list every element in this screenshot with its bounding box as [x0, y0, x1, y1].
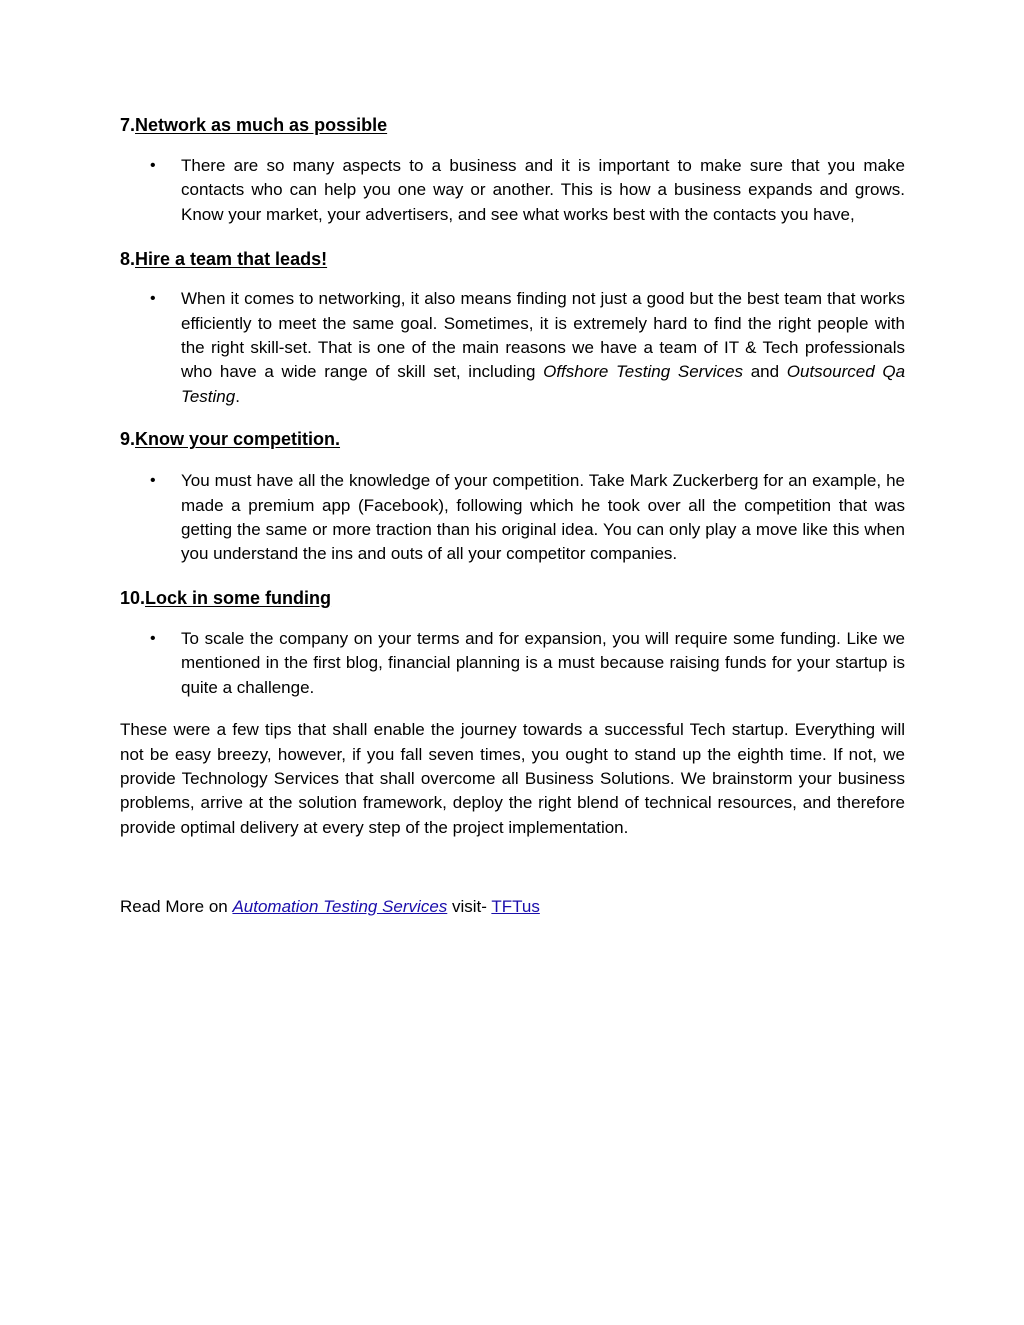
bullet-list	[120, 154, 905, 227]
bullet-text: To scale the company on your terms and for expansion, you will require some funding. Like we mentioned in the first blog, financial planning is a must because raising funds for your startup is quite a challenge.	[181, 628, 905, 697]
section-heading-8	[120, 246, 905, 272]
section-number: 10.	[120, 587, 146, 608]
section-heading-10	[120, 585, 905, 611]
tftus-link[interactable]: TFTus	[491, 897, 540, 917]
section-title: Lock in some funding	[145, 587, 332, 608]
section-title: Network as much as possible	[135, 115, 388, 135]
section-number: 8.	[120, 249, 136, 270]
read-more-line	[120, 895, 905, 919]
list-item	[120, 154, 905, 227]
bullet-text: .	[235, 386, 240, 406]
italic-term: Offshore Testing Services	[543, 362, 744, 382]
section-title: Know your competition.	[135, 429, 341, 450]
list-item	[120, 469, 905, 567]
bullet-text: When it comes to networking, it also means finding not just a good but the best team that works efficiently to meet the same goal. Sometimes, it is extremely hard to find the right people with the right skill-set. That is one of the main reasons we have a team of IT & Tech professionals who have a wide range of skill set, including	[181, 289, 905, 382]
italic-term: Outsourced Qa Testing	[181, 362, 906, 406]
bullet-icon: •	[150, 472, 156, 490]
automation-testing-services-link[interactable]: Automation Testing Services	[232, 897, 448, 917]
bullet-icon: •	[150, 157, 156, 174]
read-more-middle: visit-	[447, 897, 492, 917]
list-item	[120, 627, 905, 700]
section-heading-7	[120, 112, 905, 138]
closing-paragraph: These were a few tips that shall enable the journey towards a successful Tech startup. Everything will not be easy breezy, however, if you fall seven times, you ought to stand up the eighth time. If not, we provide Technology Services that shall overcome all Business Solutions. We brainstorm your business problems, arrive at the solution framework, deploy the right blend of technical resources, and therefore provide optimal delivery at every step of the project implementation.	[120, 720, 905, 837]
list-item	[120, 287, 905, 409]
document-page	[120, 112, 905, 920]
bullet-text: There are so many aspects to a business and it is important to make sure that you make contacts who can help you one way or another. This is how a business expands and grows. Know your market, your advertisers, and see what works best with the contacts you have,	[181, 156, 905, 224]
section-number: 9.	[120, 429, 136, 450]
bullet-text: and	[743, 362, 787, 382]
bullet-icon: •	[150, 290, 156, 308]
bullet-text: You must have all the knowledge of your competition. Take Mark Zuckerberg for an example, he made a premium app (Facebook), following which he took over all the competition that was getting the same or more traction than his original idea. You can only play a move like this when you understand the ins and outs of all your competitor companies.	[181, 471, 905, 564]
section-heading-9	[120, 426, 905, 452]
bullet-list	[120, 287, 905, 409]
section-title: Hire a team that leads!	[135, 249, 328, 270]
section-number: 7.	[120, 115, 136, 135]
read-more-prefix: Read More on	[120, 897, 233, 917]
bullet-list	[120, 627, 905, 700]
bullet-list	[120, 469, 905, 567]
bullet-icon: •	[150, 629, 156, 647]
